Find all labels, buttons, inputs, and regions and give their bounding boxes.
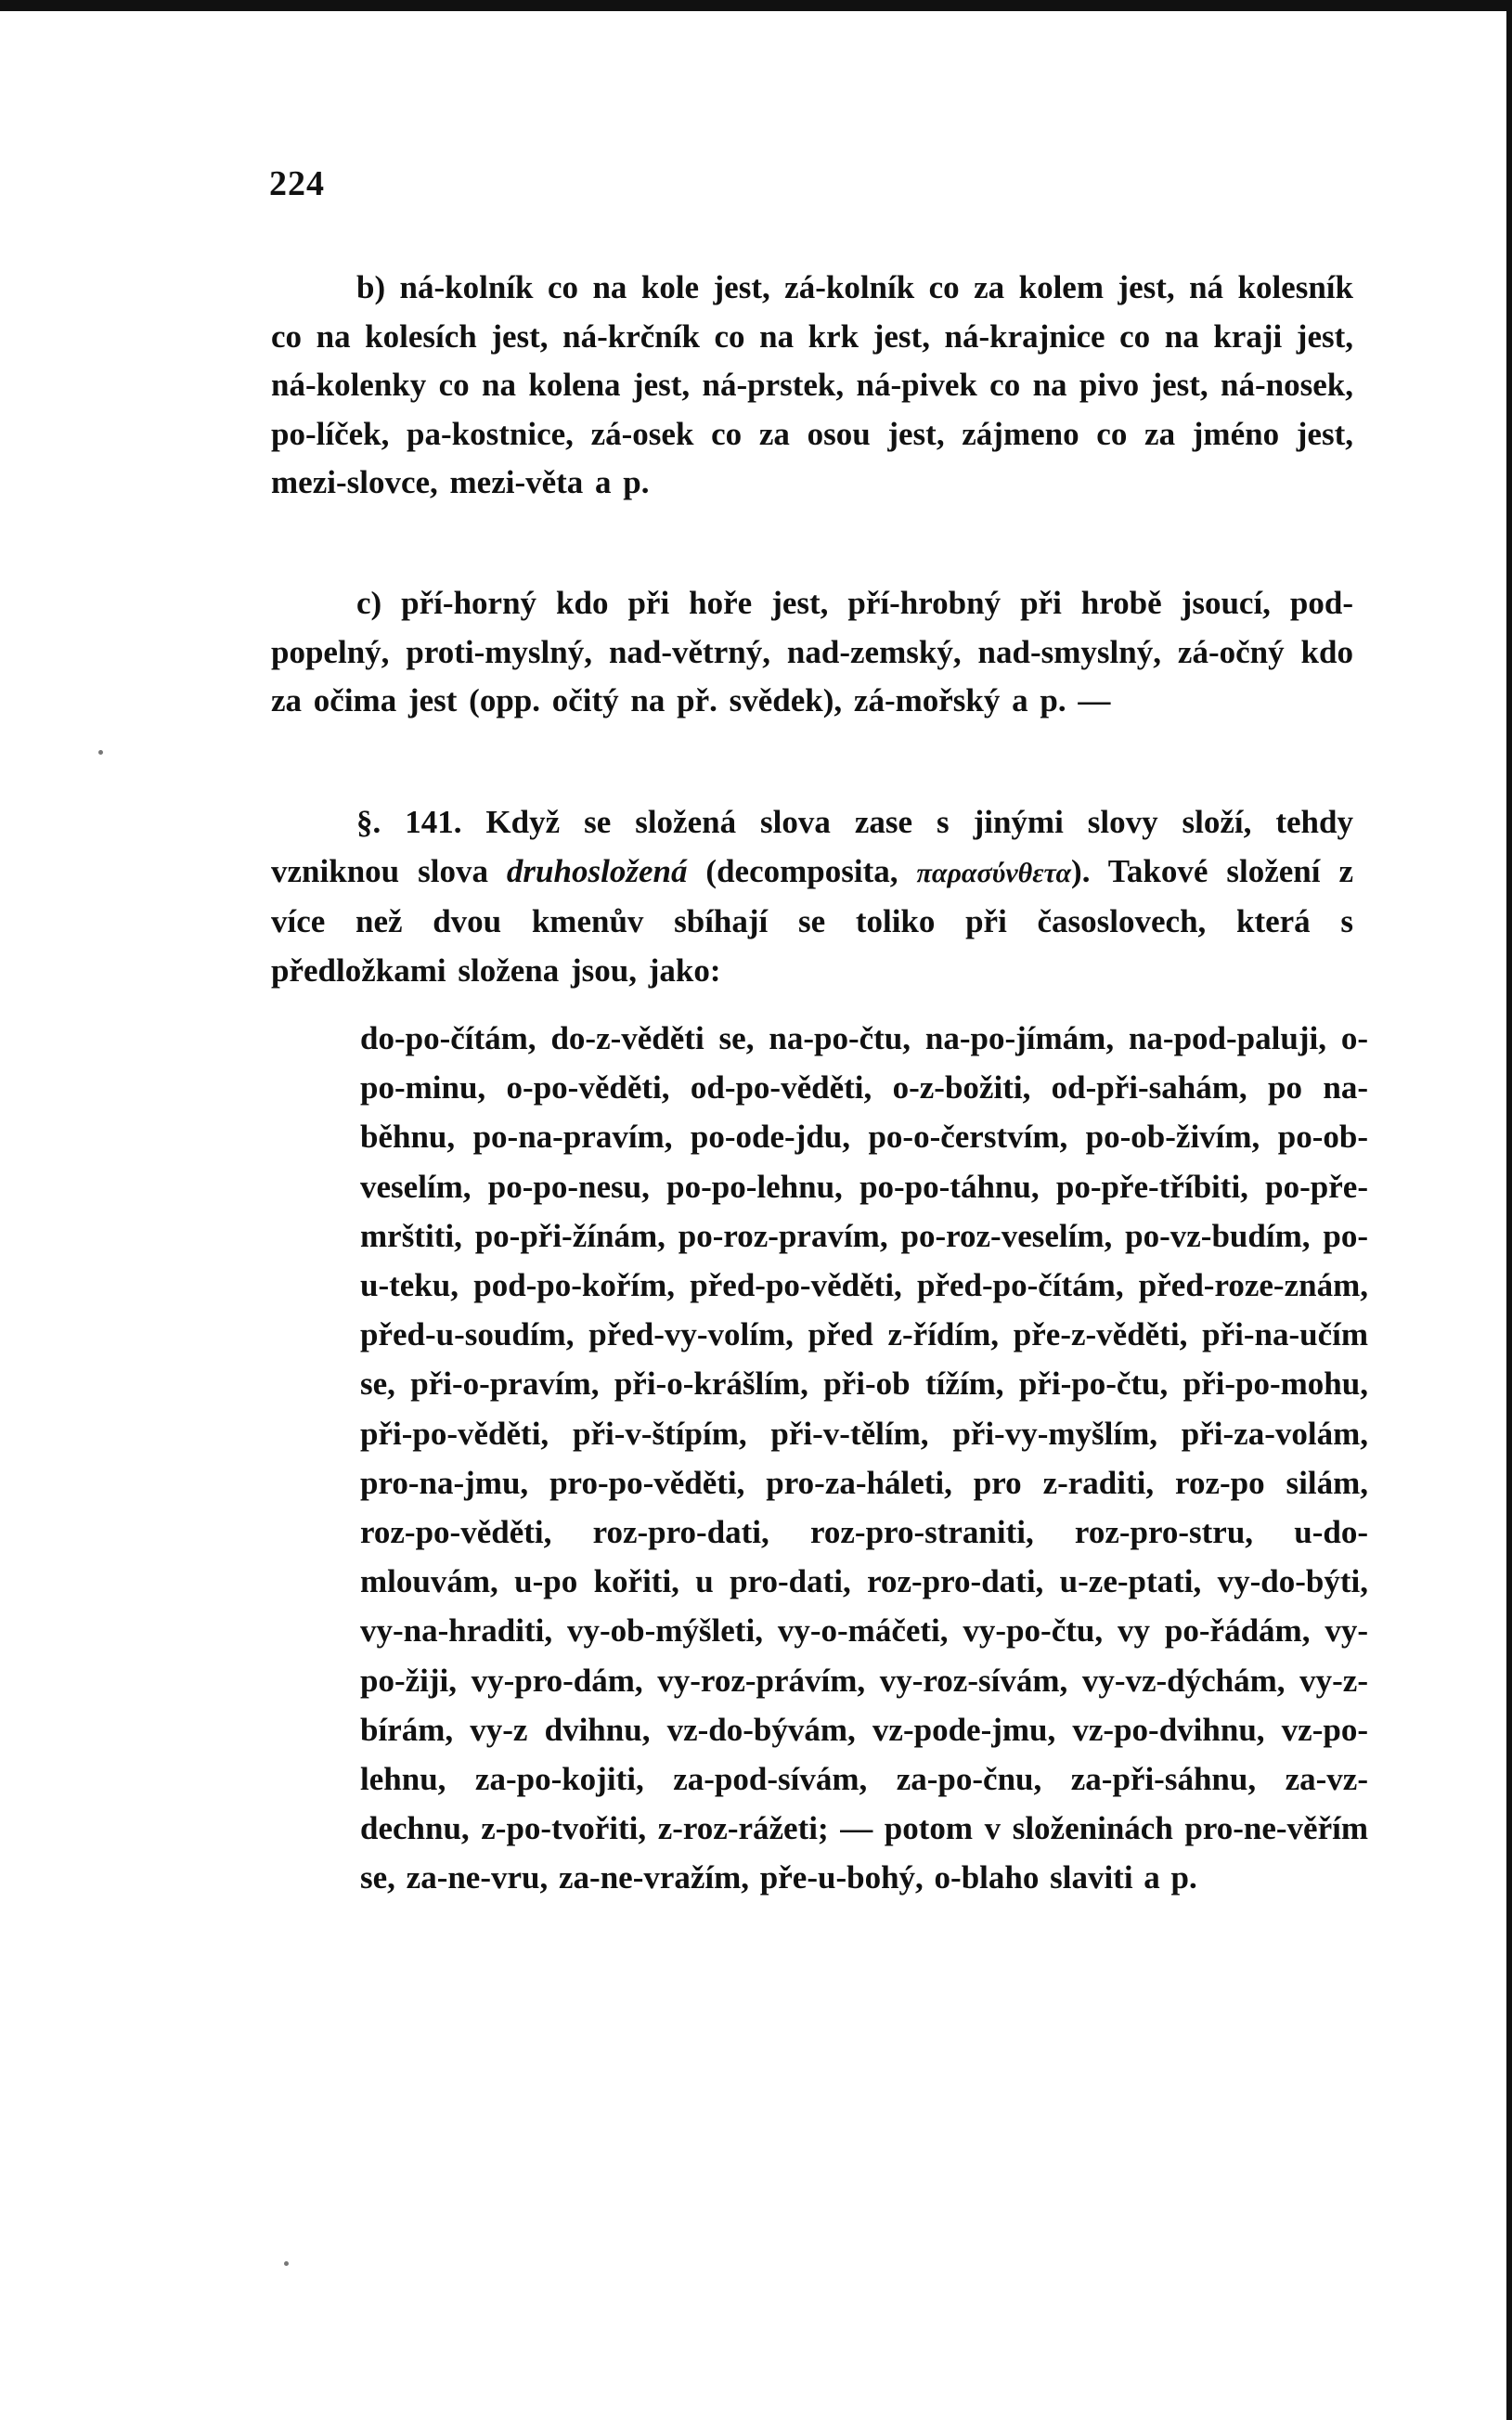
section-141-lead: §. 141. Když se složená slova zase s jinými slovy složí, tehdy vzniknou slova xyxy=(271,804,1353,889)
page-number: 224 xyxy=(269,164,325,203)
paragraph-b: b) ná-kolník co na kole jest, zá-kolník co za kolem jest, ná kolesník co na kolesích jest, ná-krčník co na krk jest, ná-krajnice co na kraji jest, ná-kolenky co na kolena jest, ná-prstek, ná-pivek co na pivo jest, ná-nosek, po-líček, pa-kostnice, zá-osek co za osou jest, zájmeno co za jméno jest, mezi-slovce, mezi-věta a p. xyxy=(271,269,1353,500)
section-141-term: druhosložená xyxy=(506,852,688,889)
section-141-tail: ). Takové složení z více než dvou kmenův sbíhají se toliko při časoslovech, která s předložkami složena jsou, jako: xyxy=(271,852,1354,989)
paragraph-section-141 xyxy=(271,798,1353,995)
paragraph-c: c) pří-horný kdo při hoře jest, pří-hrobný při hrobě jsoucí, pod-popelný, proti-myslný, nad-větrný, nad-zemský, nad-smyslný, zá-očný kdo za očima jest (opp. očitý na př. svědek), zá-mořský a p. — xyxy=(271,585,1353,718)
section-141-mid: (decomposita, xyxy=(687,852,917,889)
section-141-greek: παρασύνθετα xyxy=(916,857,1072,888)
compound-verb-examples: do-po-čítám, do-z-věděti se, na-po-čtu, na-po-jímám, na-pod-paluji, o-po-minu, o-po-věděti, od-po-věděti, o-z-božiti, od-při-sahám, po na-běhnu, po-na-pravím, po-ode-jdu, po-o-čerstvím, po-ob-živím, po-ob-veselím, po-po-nesu, po-po-lehnu, po-po-táhnu, po-pře-tříbiti, po-pře-mrštiti, po-při-žínám, po-roz-pravím, po-roz-veselím, po-vz-budím, po-u-teku, pod-po-kořím, před-po-věděti, před-po-čítám, před-roze-znám, před-u-soudím, před-vy-volím, před z-řídím, pře-z-věděti, při-na-učím se, při-o-pravím, při-o-krášlím, při-ob tížím, při-po-čtu, při-po-mohu, při-po-věděti, při-v-štípím, při-v-tělím, při-vy-myšlím, při-za-volám, pro-na-jmu, pro-po-věděti, pro-za-háleti, pro z-raditi, roz-po silám, roz-po-věděti, roz-pro-dati, roz-pro-straniti, roz-pro-stru, u-do-mlouvám, u-po kořiti, u pro-dati, roz-pro-dati, u-ze-ptati, vy-do-býti, vy-na-hraditi, vy-ob-mýšleti, vy-o-máčeti, vy-po-čtu, vy po-řádám, vy-po-žiji, vy-pro-dám, vy-roz-právím, vy-roz-sívám, vy-vz-dýchám, vy-z-bírám, vy-z dvihnu, vz-do-bývám, vz-pode-jmu, vz-po-dvihnu, vz-po-lehnu, za-po-kojiti, za-pod-sívám, za-po-čnu, za-při-sáhnu, za-vz-dechnu, z-po-tvořiti, z-roz-rážeti; — potom v složeninách pro-ne-věřím se, za-ne-vru, za-ne-vražím, pře-u-bohý, o-blaho slaviti a p. xyxy=(360,1020,1368,1896)
print-speck xyxy=(284,2261,289,2266)
print-speck xyxy=(98,750,103,755)
